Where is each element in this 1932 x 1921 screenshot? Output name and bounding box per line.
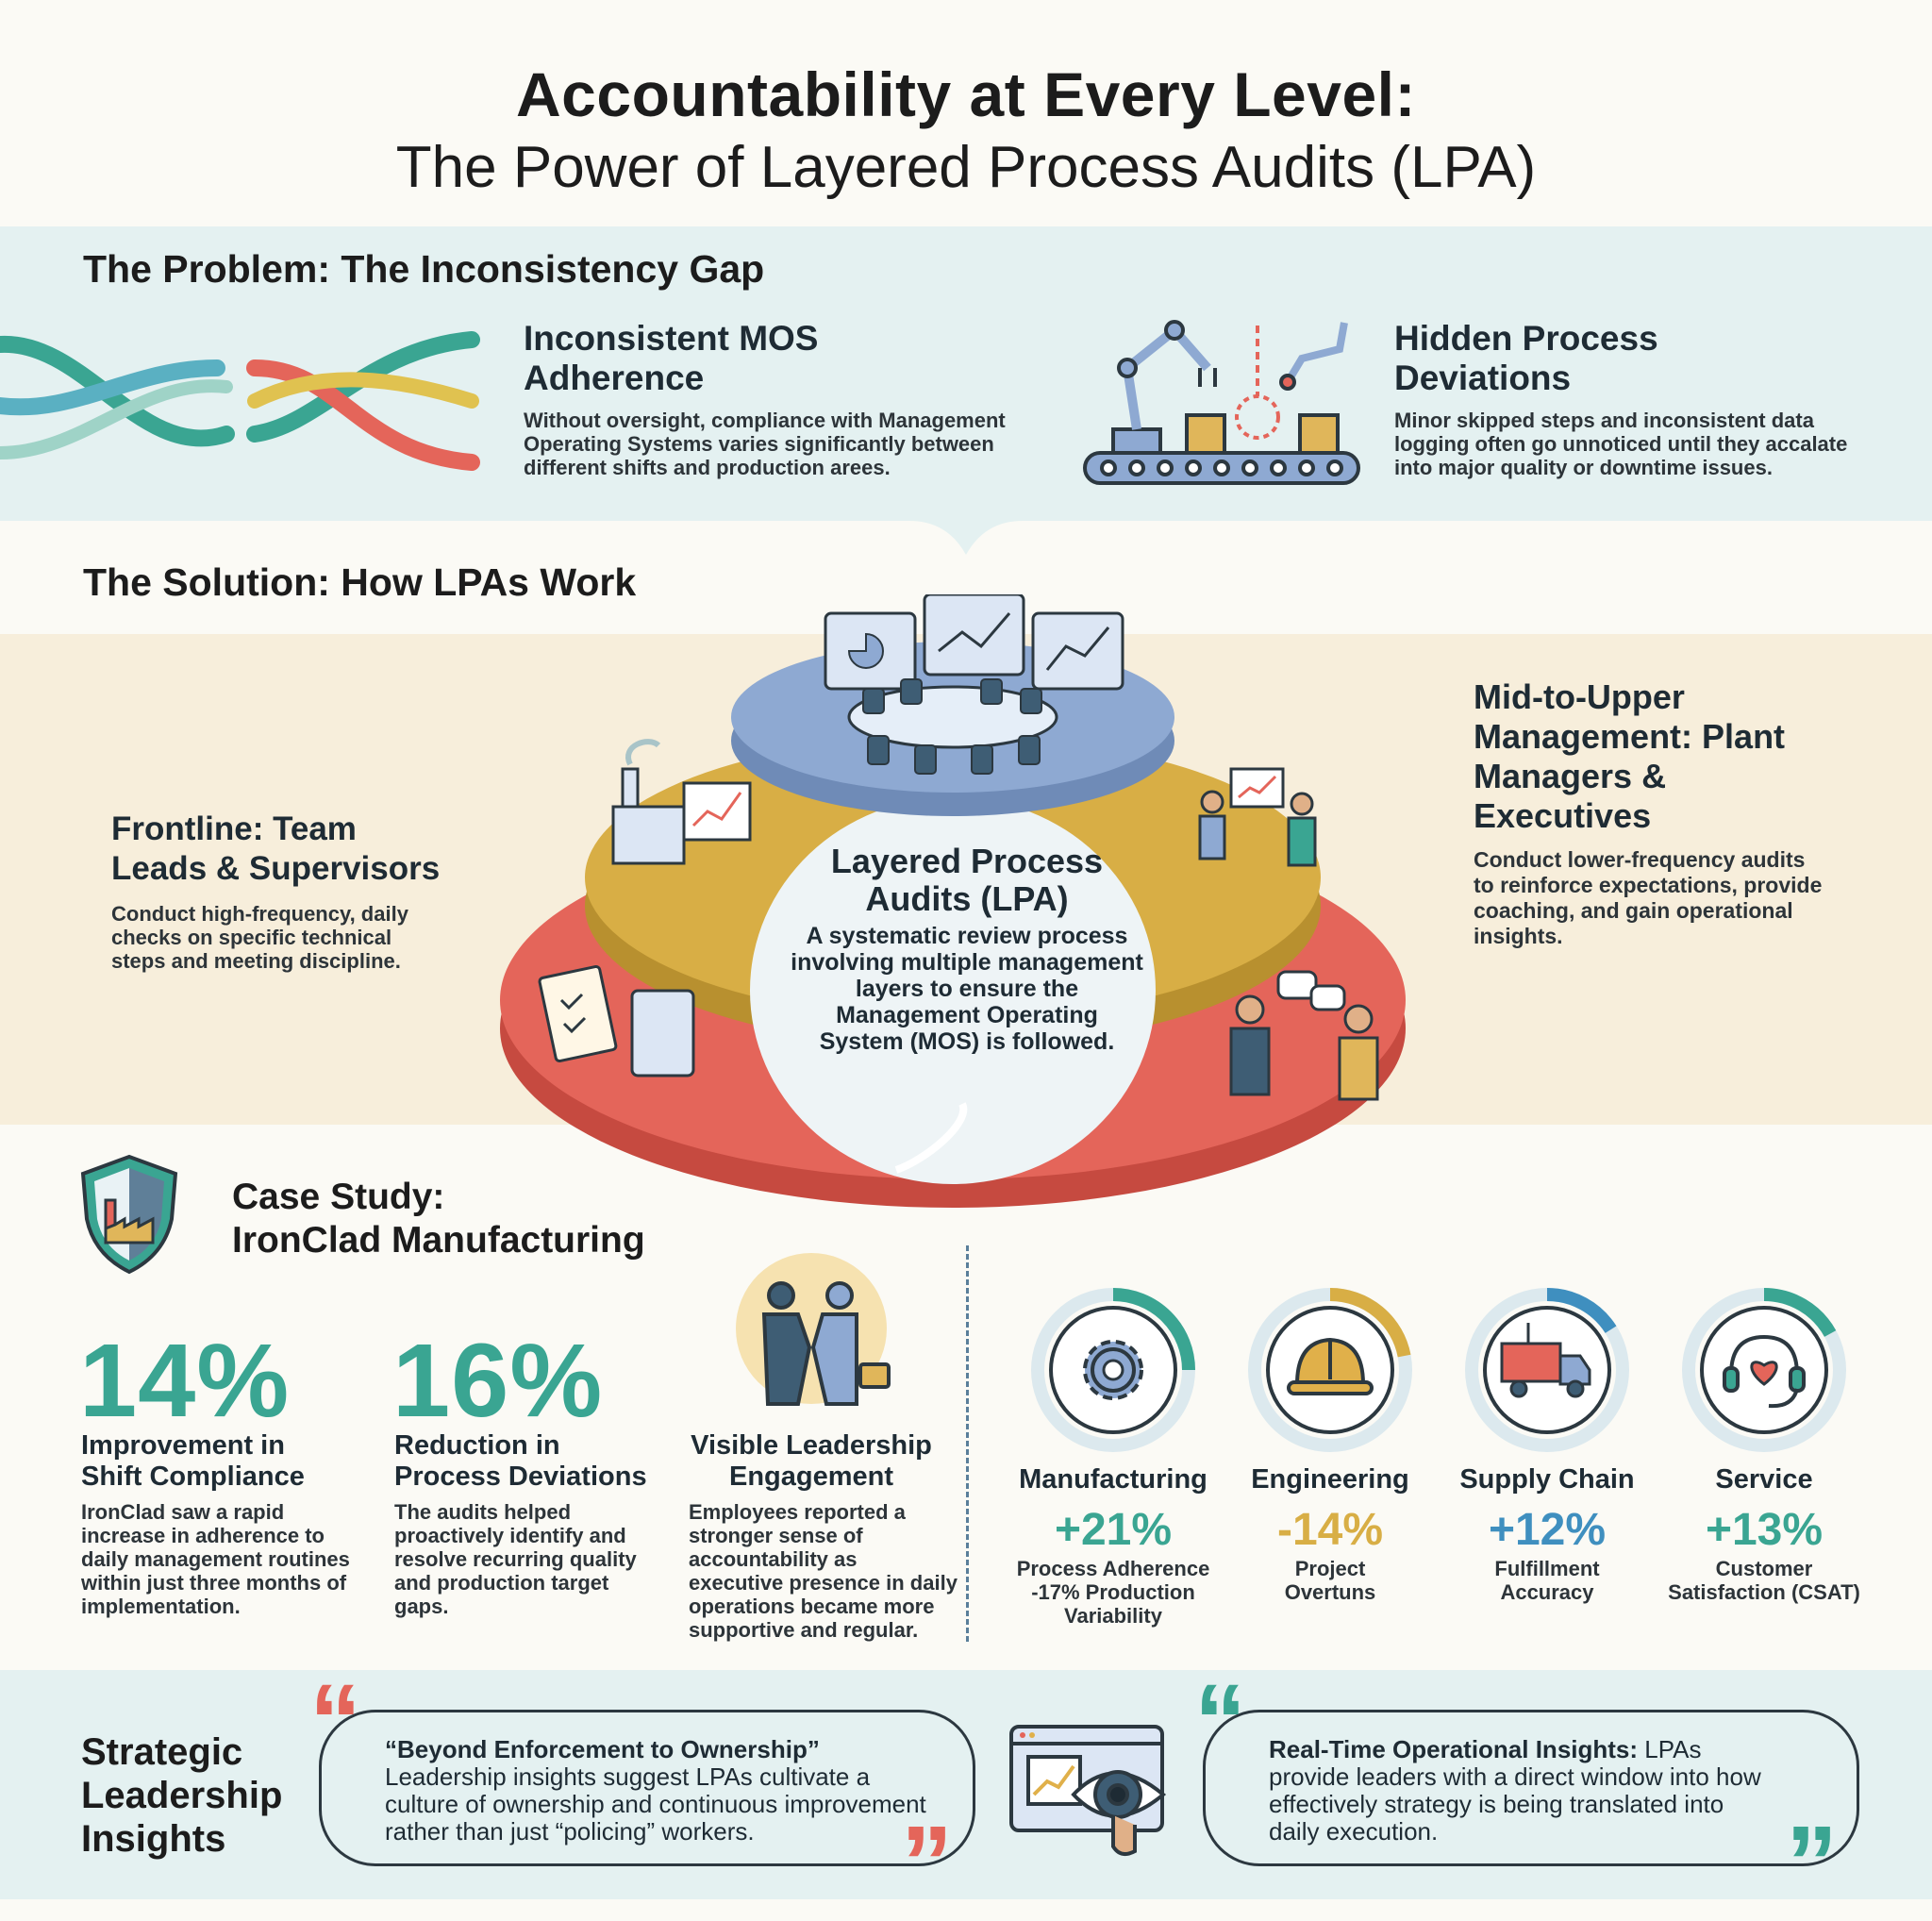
quote-line: Leadership insights suggest LPAs cultivate a xyxy=(385,1762,871,1791)
shield-factory-icon xyxy=(77,1153,181,1276)
body-line: Employees reported a xyxy=(689,1500,906,1524)
body-line: insights. xyxy=(1474,924,1563,948)
body-line: resolve recurring quality xyxy=(394,1547,637,1571)
body-line: Minor skipped steps and inconsistent data xyxy=(1394,409,1814,432)
desc-line: Accuracy xyxy=(1500,1580,1594,1604)
body-line: Management Operating xyxy=(836,1002,1098,1028)
body-line: layers to ensure the xyxy=(855,976,1079,1002)
industry-3-value: +12% xyxy=(1488,1505,1607,1555)
body-line: System (MOS) is followed. xyxy=(819,1028,1115,1055)
title-line: Managers & xyxy=(1474,757,1667,795)
body-line: stronger sense of xyxy=(689,1524,863,1547)
quote-line: rather than just “policing” workers. xyxy=(385,1817,755,1846)
quote-line: effectively strategy is being translated into xyxy=(1269,1790,1724,1818)
problem-card-1-title xyxy=(524,319,818,398)
engagement-title xyxy=(675,1430,948,1493)
open-quote-icon: “ xyxy=(1194,1663,1246,1779)
stat-2-title xyxy=(394,1430,647,1493)
body-line: operations became more xyxy=(689,1595,935,1618)
frontline-title xyxy=(111,810,440,889)
title-line: Inconsistent MOS xyxy=(524,319,819,358)
industry-ring-4 xyxy=(1679,1285,1849,1455)
desc-line: -17% Production xyxy=(1031,1580,1195,1604)
industry-2-value: -14% xyxy=(1276,1505,1384,1555)
body-line: IronClad saw a rapid xyxy=(81,1500,285,1524)
solution-heading: The Solution: How LPAs Work xyxy=(83,560,637,604)
industry-ring-2 xyxy=(1245,1285,1415,1455)
body-line: Conduct high-frequency, daily xyxy=(111,902,408,926)
body-line: executive presence in daily xyxy=(689,1571,958,1595)
problem-card-2-title xyxy=(1394,319,1658,398)
body-line: into major quality or downtime issues. xyxy=(1394,456,1773,479)
body-line: logging often go unnoticed until they accalate xyxy=(1394,432,1848,456)
stat-2-value: 16% xyxy=(392,1323,604,1439)
industry-1-value: +21% xyxy=(1054,1505,1173,1555)
body-line: gaps. xyxy=(394,1595,449,1618)
open-quote-icon: “ xyxy=(309,1663,361,1779)
title-line: Reduction in xyxy=(394,1430,560,1461)
heading-line: IronClad Manufacturing xyxy=(232,1220,645,1261)
title-line: Audits (LPA) xyxy=(865,879,1069,918)
frontline-body xyxy=(111,902,408,973)
heading-line: Leadership xyxy=(81,1775,283,1816)
body-line: supportive and regular. xyxy=(689,1618,919,1642)
close-quote-icon: ” xyxy=(901,1805,953,1921)
title-line: Deviations xyxy=(1394,359,1572,397)
quote-line: daily execution. xyxy=(1269,1817,1439,1846)
title-line: Management: Plant xyxy=(1474,717,1786,756)
body-line: daily management routines xyxy=(81,1547,350,1571)
industry-4-value: +13% xyxy=(1705,1505,1824,1555)
title-line: Layered Process xyxy=(830,842,1104,880)
body-line: Without oversight, compliance with Management xyxy=(524,409,1006,432)
quote-2-title: Real-Time Operational Insights: xyxy=(1269,1735,1639,1763)
title-line: Shift Compliance xyxy=(81,1462,305,1492)
management-body xyxy=(1474,847,1822,949)
title-line: Adherence xyxy=(524,359,705,397)
robot-conveyor-icon xyxy=(1075,311,1368,486)
stat-1-body xyxy=(81,1500,350,1618)
tangled-ribbons-icon xyxy=(0,311,491,491)
title-line: Executives xyxy=(1474,796,1652,835)
page-subtitle: The Power of Layered Process Audits (LPA) xyxy=(395,135,1537,200)
desc-line: Variability xyxy=(1064,1604,1162,1628)
industry-1-name: Manufacturing xyxy=(1019,1464,1208,1495)
body-line: involving multiple management xyxy=(791,949,1143,976)
body-line: steps and meeting discipline. xyxy=(111,949,401,973)
body-line: to reinforce expectations, provide xyxy=(1474,873,1823,897)
problem-heading: The Problem: The Inconsistency Gap xyxy=(83,247,765,291)
title-line: Frontline: Team xyxy=(111,810,357,847)
lpa-center-title xyxy=(764,843,1170,918)
industry-2-desc xyxy=(1222,1557,1439,1604)
quote-2-title-rest: LPAs xyxy=(1638,1735,1702,1763)
stat-1-value: 14% xyxy=(79,1323,291,1439)
heading-line: Insights xyxy=(81,1818,226,1860)
quote-line: provide leaders with a direct window into how xyxy=(1269,1762,1761,1791)
body-line: increase in adherence to xyxy=(81,1524,325,1547)
stat-1-title xyxy=(81,1430,305,1493)
section-pointer xyxy=(909,517,1023,559)
body-line: checks on specific technical xyxy=(111,926,392,949)
title-line: Leads & Supervisors xyxy=(111,850,441,887)
body-line: A systematic review process xyxy=(806,923,1128,949)
quote-2-first-line xyxy=(1269,1736,1761,1763)
gear-icon xyxy=(1085,1342,1141,1398)
title-line: Hidden Process xyxy=(1394,319,1658,358)
desc-line: Process Adherence xyxy=(1016,1557,1210,1580)
industry-4-desc xyxy=(1656,1557,1873,1604)
title-line: Visible Leadership xyxy=(691,1430,932,1461)
industry-3-desc xyxy=(1439,1557,1656,1604)
insights-heading xyxy=(81,1730,282,1861)
quote-1-text xyxy=(385,1736,926,1846)
title-line: Mid-to-Upper xyxy=(1474,677,1685,716)
body-line: Operating Systems varies significantly between xyxy=(524,432,994,456)
management-title xyxy=(1474,677,1785,836)
title-line: Process Deviations xyxy=(394,1462,647,1492)
industry-ring-1 xyxy=(1028,1285,1198,1455)
desc-line: Customer xyxy=(1715,1557,1813,1580)
title-line: Engagement xyxy=(728,1462,894,1492)
body-line: within just three months of xyxy=(81,1571,347,1595)
industry-4-name: Service xyxy=(1715,1464,1813,1495)
desc-line: Satisfaction (CSAT) xyxy=(1668,1580,1860,1604)
quote-1-title: “Beyond Enforcement to Ownership” xyxy=(385,1735,820,1763)
problem-card-2-body xyxy=(1394,409,1847,479)
body-line: accountability as xyxy=(689,1547,858,1571)
eye-monitor-icon xyxy=(1008,1719,1187,1861)
industry-ring-3 xyxy=(1462,1285,1632,1455)
problem-card-1-body xyxy=(524,409,1006,479)
handshake-icon xyxy=(726,1253,896,1418)
engagement-body xyxy=(689,1500,958,1642)
desc-line: Overtuns xyxy=(1284,1580,1376,1604)
close-quote-icon: ” xyxy=(1786,1805,1838,1921)
body-line: coaching, and gain operational xyxy=(1474,898,1793,923)
industry-1-desc xyxy=(1005,1557,1222,1628)
vertical-divider xyxy=(966,1245,969,1642)
heading-line: Strategic xyxy=(81,1731,243,1773)
industry-3-name: Supply Chain xyxy=(1459,1464,1635,1495)
quote-line: culture of ownership and continuous improvement xyxy=(385,1790,926,1818)
quote-2-text xyxy=(1269,1736,1761,1846)
page-title: Accountability at Every Level: xyxy=(516,59,1416,129)
body-line: Conduct lower-frequency audits xyxy=(1474,847,1806,872)
case-study-heading xyxy=(232,1176,645,1262)
industry-2-name: Engineering xyxy=(1251,1464,1409,1495)
body-line: and production target xyxy=(394,1571,609,1595)
stat-2-body xyxy=(394,1500,637,1618)
body-line: The audits helped xyxy=(394,1500,572,1524)
lpa-center-body xyxy=(755,923,1179,1055)
desc-line: Project xyxy=(1294,1557,1366,1580)
heading-line: Case Study: xyxy=(232,1177,445,1217)
body-line: different shifts and production arees. xyxy=(524,456,891,479)
title-line: Improvement in xyxy=(81,1430,285,1461)
desc-line: Fulfillment xyxy=(1494,1557,1600,1580)
body-line: proactively identify and xyxy=(394,1524,626,1547)
body-line: implementation. xyxy=(81,1595,241,1618)
